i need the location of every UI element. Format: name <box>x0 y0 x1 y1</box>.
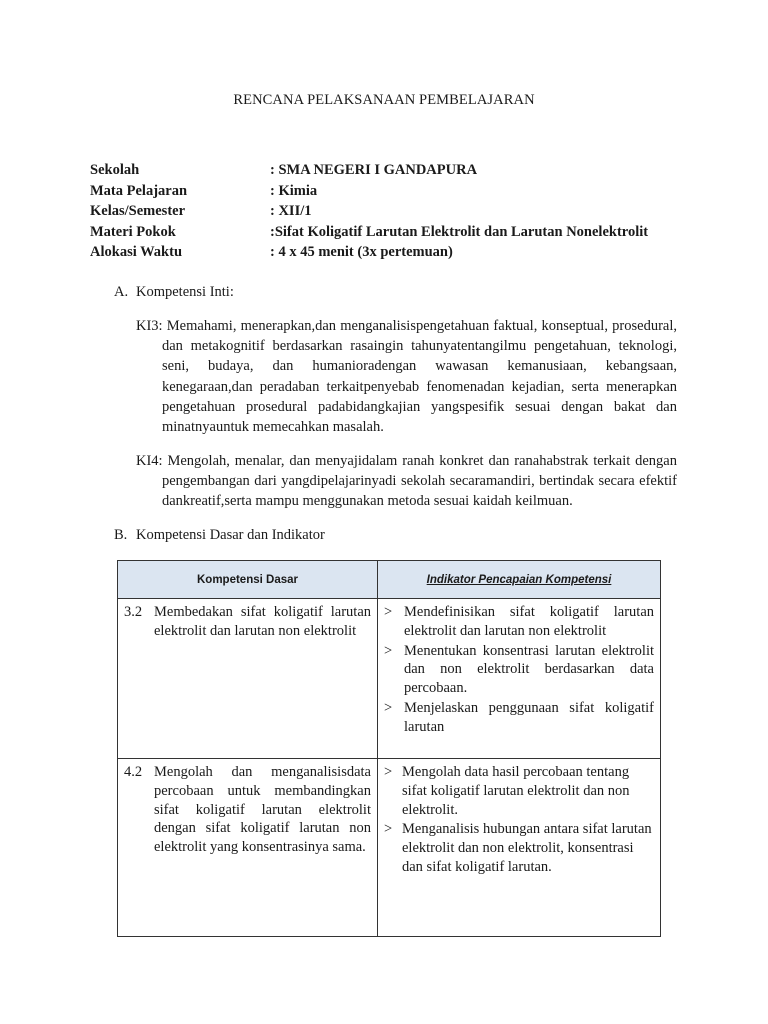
indicator-cell <box>378 759 661 937</box>
info-value: : SMA NEGERI I GANDAPURA <box>270 162 478 178</box>
indicator-text: Mendefinisikan sifat koligatif larutan elektrolit dan larutan non elektrolit <box>404 604 654 639</box>
document-title: RENCANA PELAKSANAAN PEMBELAJARAN <box>233 92 535 108</box>
bullet-marker: > <box>384 699 393 716</box>
kd-description: Membedakan sifat koligatif larutan elektrolit dan larutan non elektrolit <box>154 604 371 639</box>
kd-text <box>124 603 371 641</box>
section-title: Kompetensi Dasar dan Indikator <box>136 527 325 543</box>
table-row <box>118 759 661 937</box>
header-kompetensi-dasar: Kompetensi Dasar <box>118 561 378 599</box>
info-label: Sekolah <box>90 162 140 178</box>
indicator-cell <box>378 599 661 759</box>
competency-table <box>117 560 661 937</box>
kd-cell <box>118 599 378 759</box>
indicator-text: Menentukan konsentrasi larutan elektrolit dan non elektrolit berdasarkan data percobaan. <box>404 642 654 697</box>
info-row-sekolah <box>90 160 648 181</box>
indicator-text: Mengolah data hasil percobaan tentang sifat koligatif larutan elektrolit dan non elektrolit. <box>402 764 630 818</box>
info-label: Alokasi Waktu <box>90 244 183 260</box>
bullet-marker: > <box>384 821 393 838</box>
section-letter: A. <box>114 284 129 300</box>
info-value: :Sifat Koligatif Larutan Elektrolit dan Larutan Nonelektrolit <box>270 223 649 240</box>
indicator-text: Menganalisis hubungan antara sifat larutan elektrolit dan non elektrolit, konsentrasi dan sifat koligatif larutan. <box>402 821 652 875</box>
bullet-marker: > <box>384 764 393 780</box>
section-b-heading <box>114 527 325 544</box>
bullet-marker: > <box>384 604 393 620</box>
info-label: Materi Pokok <box>90 223 176 240</box>
bullet-marker: > <box>384 642 393 659</box>
kd-number: 4.2 <box>124 764 143 780</box>
kd-cell <box>118 759 378 937</box>
ki4-paragraph: KI4: Mengolah, menalar, dan menyajidalam ranah konkret dan ranahabstrak terkait dengan pengembangan dari yangdipelajarinyadi sekolah secaramandiri, bertindak secara efektif dankreatif,serta mampu menggunakan metoda sesuai kaidah keilmuan. <box>136 453 677 510</box>
kd-text <box>124 763 371 857</box>
info-row-alokasi-waktu <box>90 242 648 263</box>
info-label: Mata Pelajaran <box>90 182 188 199</box>
indicator-item <box>384 699 654 737</box>
table-row <box>118 599 661 759</box>
section-a-heading <box>114 284 234 301</box>
info-label: Kelas/Semester <box>90 203 186 219</box>
ki3-paragraph: KI3: Memahami, menerapkan,dan menganalisispengetahuan faktual, konseptual, prosedural, dan metakognitif berdasarkan rasaingin tahunyatentangilmu pengetahuan, teknologi, seni, budaya, dan humanioradengan wawasan kemanusiaan, kebangsaan, kenegaraan,dan peradaban terkaitpenyebab fenomenadan kejadian, serta menerapkan pengetahuan prosedural padabidangkajian yangspesifik sesuai dengan bakat dan minatnyauntuk memecahkan masalah. <box>136 318 677 436</box>
info-row-kelas-semester <box>90 201 648 222</box>
indicator-item <box>384 642 654 698</box>
kd-description: Mengolah dan menganalisisdata percobaan untuk membandingkan sifat koligatif larutan elektrolit dengan sifat koligatif larutan non elektrolit yang konsentrasinya sama. <box>154 764 371 856</box>
section-title: Kompetensi Inti: <box>136 284 234 300</box>
header-indikator: Indikator Pencapaian Kompetensi <box>378 561 661 599</box>
info-row-materi-pokok <box>90 222 648 243</box>
indicator-item <box>384 820 654 876</box>
indicator-item <box>384 763 654 819</box>
indicator-item <box>384 603 654 641</box>
kd-number: 3.2 <box>124 604 143 620</box>
info-value: : Kimia <box>270 182 318 199</box>
table-header-row <box>118 561 661 599</box>
info-value: : XII/1 <box>270 203 312 219</box>
info-value: : 4 x 45 menit (3x pertemuan) <box>270 244 453 260</box>
indicator-text: Menjelaskan penggunaan sifat koligatif larutan <box>404 699 654 735</box>
info-row-mata-pelajaran <box>90 181 648 202</box>
identity-block <box>90 160 648 263</box>
section-letter: B. <box>114 527 128 543</box>
